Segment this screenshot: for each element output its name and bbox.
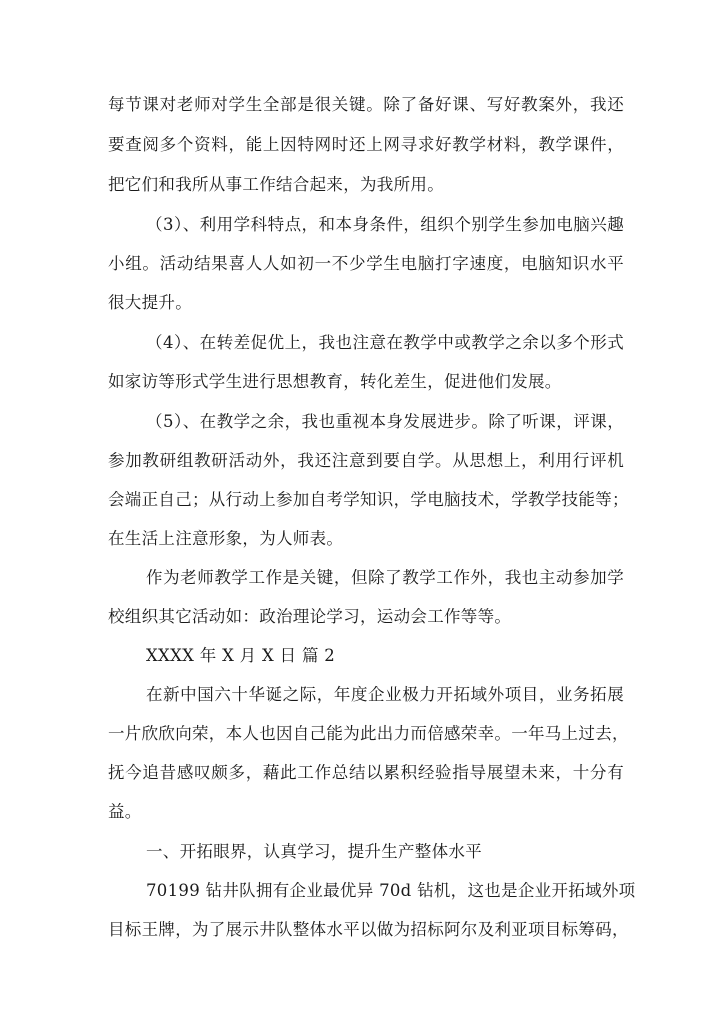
text-line: （4）、在转差促优上，我也注意在教学中或教学之余以多个形式 bbox=[146, 333, 624, 352]
text-line: （3）、利用学科特点，和本身条件，组织个别学生参加电脑兴趣 bbox=[146, 215, 624, 234]
text-line: 要查阅多个资料，能上因特网时还上网寻求好教学材料，教学课件， bbox=[108, 135, 624, 154]
text-line: 在生活上注意形象，为人师表。 bbox=[108, 529, 344, 548]
text-line: 把它们和我所从事工作结合起来，为我所用。 bbox=[108, 175, 444, 194]
text-line: 小组。活动结果喜人人如初一不少学生电脑打字速度，电脑知识水平 bbox=[108, 254, 624, 273]
section-heading: 一、开拓眼界，认真学习，提升生产整体水平 bbox=[146, 842, 482, 861]
text-line: 校组织其它活动如：政治理论学习，运动会工作等等。 bbox=[108, 607, 512, 626]
text-line: 如家访等形式学生进行思想教育，转化差生，促进他们发展。 bbox=[108, 372, 562, 391]
text-line: 70199 钻井队拥有企业最优异 70d 钻机，这也是企业开拓域外项 bbox=[146, 881, 636, 900]
text-line: （5）、在教学之余，我也重视本身发展进步。除了听课，评课， bbox=[146, 412, 624, 431]
text-line: 益。 bbox=[108, 802, 142, 821]
text-line: 抚今追昔感叹颇多，藉此工作总结以累积经验指导展望未来，十分有 bbox=[108, 763, 624, 782]
text-line: 在新中国六十华诞之际，年度企业极力开拓域外项目，业务拓展 bbox=[146, 685, 624, 704]
text-line: 会端正自己；从行动上参加自考学知识，学电脑技术，学教学技能等； bbox=[108, 490, 629, 509]
text-line: 每节课对老师对学生全部是很关键。除了备好课、写好教案外，我还 bbox=[108, 95, 624, 114]
date-heading: XXXX 年 X 月 X 日 篇 2 bbox=[146, 646, 336, 665]
text-line: 目标王牌，为了展示井队整体水平以做为招标阿尔及利亚项目标筹码， bbox=[108, 920, 629, 939]
text-line: 作为老师教学工作是关键，但除了教学工作外，我也主动参加学 bbox=[146, 568, 624, 587]
text-line: 一片欣欣向荣，本人也因自己能为此出力而倍感荣幸。一年马上过去， bbox=[108, 724, 629, 743]
text-line: 很大提升。 bbox=[108, 293, 192, 312]
text-line: 参加教研组教研活动外，我还注意到要自学。从思想上，利用行评机 bbox=[108, 451, 624, 470]
